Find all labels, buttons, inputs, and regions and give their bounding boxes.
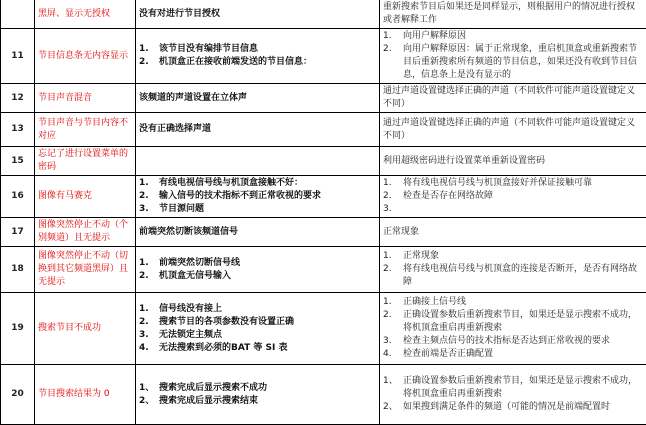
item-number: 1. [139,177,159,190]
item-text: 没有对进行节目授权 [139,8,376,21]
item-text: 无法搜索到必须的BAT 等 SI 表 [159,342,376,355]
item-text: 通过声道设置键选择正确的声道（不同软件可能声道设置键定义不同） [383,85,643,111]
cause-item [139,303,376,316]
solution-item [383,296,643,309]
item-text: 重新搜索节目后如果还是同样显示，则根据用户的情况进行授权或者解释工作 [383,1,643,27]
cause-item [139,226,376,239]
solution-item [383,190,643,203]
row-number: 11 [1,29,35,84]
cause-item [139,342,376,355]
cause-item [139,270,376,283]
table-row [1,247,646,293]
item-text: 输入信号的技术指标不到正常收视的要求 [159,190,376,203]
item-number: 1、 [139,382,159,395]
fault-cell: 节目声音混音 [35,84,136,113]
item-number: 2. [139,270,159,283]
solution-item [383,43,643,82]
item-text: 正确设置参数后重新搜索节目，如果还是显示搜索不成功，将机顶盒重启再重新搜索 [403,309,643,335]
item-number: 3. [383,335,403,348]
item-number: 1. [383,250,403,263]
table-row [1,84,646,113]
row-number: 19 [1,293,35,365]
item-number: 2. [383,190,403,203]
item-number: 2. [139,316,159,329]
item-number: 3. [383,203,403,216]
solution-cell [380,293,646,365]
item-text: 该节目没有编排节目信息 [159,43,376,56]
item-number: 2. [383,43,403,56]
item-text: 搜索完成后显示搜索不成功 [159,382,376,395]
solution-item [383,250,643,263]
item-text: 信号线没有接上 [159,303,376,316]
cause-item [139,395,376,408]
item-text: 向用户解释原因：属于正常现象，重启机顶盒或重新搜索节目后重新搜索所有频道的节目信息，如果还没有收到节目信息，信息条上是没有显示的 [403,43,643,82]
item-text: 正确设置参数后重新搜索节目，如果还是显示搜索不成功，将机顶盒重启再重新搜索 [403,375,643,401]
item-text: 如果搜到满足条件的频道（可能的情况是前端配置时 [403,401,643,414]
solution-cell [380,113,646,147]
fault-cell: 图像有马赛克 [35,176,136,218]
item-text: 检查主频点信号的技术指标是否达到正常收视的要求 [403,335,643,348]
cause-item [139,56,376,69]
item-text: 正常现象 [403,250,643,263]
row-number: 20 [1,365,35,425]
solution-item [383,177,643,190]
item-text: 通过声道设置键选择正确的声道（不同软件可能声道设置键定义不同） [383,117,643,143]
item-number: 2. [139,56,159,69]
solution-item [383,30,643,43]
item-number: 1. [383,30,403,43]
item-number: 2. [383,263,403,276]
item-number: 1. [139,43,159,56]
item-text: 正确接上信号线 [403,296,643,309]
cause-cell [136,84,380,113]
item-number: 4. [139,342,159,355]
table-body [1,0,646,425]
cause-cell [136,218,380,247]
item-number: 1. [383,177,403,190]
solution-item [383,335,643,348]
cause-item [139,190,376,203]
item-text: 将有线电视信号线与机顶盒接好并保证接触可靠 [403,177,643,190]
solution-item [383,401,643,414]
item-text: 前端突然切断该频道信号 [139,226,376,239]
fault-cell: 节目搜索结果为 0 [35,365,136,425]
solution-cell [380,176,646,218]
cause-cell [136,147,380,176]
solution-cell [380,84,646,113]
item-number: 3. [139,203,159,216]
table-row [1,0,646,29]
solution-item [383,263,643,289]
solution-item [383,85,643,111]
item-text: 正常现象 [383,226,643,239]
row-number: 13 [1,113,35,147]
row-number: 17 [1,218,35,247]
cause-cell [136,365,380,425]
item-number: 2. [383,309,403,322]
cause-item [139,203,376,216]
item-number: 2、 [383,401,403,414]
table-row [1,29,646,84]
item-number: 2. [139,190,159,203]
item-text: 搜索节目的各项参数没有设置正确 [159,316,376,329]
cause-item [139,177,376,190]
table-row [1,218,646,247]
cause-item [139,8,376,21]
item-number: 1. [139,257,159,270]
cause-cell [136,0,380,29]
row-number: 15 [1,147,35,176]
item-text: 无法锁定主频点 [159,329,376,342]
item-number: 1. [139,303,159,316]
item-text: 将有线电视信号线与机顶盒的连接是否断开，是否有网络故障 [403,263,643,289]
item-number: 1、 [383,375,403,388]
cause-item [139,123,376,136]
item-text: 向用户解释原因 [403,30,643,43]
solution-item [383,155,643,168]
item-number: 4. [383,348,403,361]
row-number [1,0,35,29]
item-number: 2、 [139,395,159,408]
solution-item [383,226,643,239]
cause-cell [136,29,380,84]
solution-cell [380,29,646,84]
solution-item [383,203,643,216]
fault-cell: 忘记了进行设置菜单的密码 [35,147,136,176]
solution-item [383,117,643,143]
cause-cell [136,293,380,365]
solution-item [383,309,643,335]
cause-cell [136,247,380,293]
item-text: 机顶盒正在接收前端发送的节目信息： [159,56,376,69]
cause-item [139,329,376,342]
row-number: 16 [1,176,35,218]
item-text: 搜索完成后显示搜索结束 [159,395,376,408]
item-text: 有线电视信号线与机顶盒接触不好： [159,177,376,190]
row-number: 12 [1,84,35,113]
item-number: 1. [383,296,403,309]
item-text: 利用超级密码进行设置菜单重新设置密码 [383,155,643,168]
cause-item [139,316,376,329]
cause-item [139,382,376,395]
item-text: 前端突然切断信号线 [159,257,376,270]
item-text: 节目源问题 [159,203,376,216]
cause-cell [136,176,380,218]
solution-item [383,375,643,401]
item-number: 3. [139,329,159,342]
solution-cell [380,247,646,293]
table-row [1,113,646,147]
cause-item [139,43,376,56]
item-text: 该频道的声道设置在立体声 [139,92,376,105]
fault-cell: 图像突然停止不动（切换到其它频道黑屏）且无提示 [35,247,136,293]
item-text: 检查是否存在网络故障 [403,190,643,203]
cause-item [139,257,376,270]
cause-cell [136,113,380,147]
item-text: 检查前端是否正确配置 [403,348,643,361]
table-row [1,176,646,218]
solution-cell [380,0,646,29]
table-row [1,293,646,365]
fault-cell: 节目声音与节目内容不对应 [35,113,136,147]
solution-cell [380,147,646,176]
table-row [1,365,646,425]
item-text: 机顶盒无信号输入 [159,270,376,283]
fault-cell: 黑屏、显示无授权 [35,0,136,29]
row-number: 18 [1,247,35,293]
solution-cell [380,365,646,425]
solution-item [383,348,643,361]
fault-cell: 图像突然停止不动（个别频道）且无提示 [35,218,136,247]
cause-item [139,92,376,105]
solution-cell [380,218,646,247]
table-row [1,147,646,176]
solution-item [383,1,643,27]
item-text: 没有正确选择声道 [139,123,376,136]
fault-cell: 节目信息条无内容显示 [35,29,136,84]
fault-cell: 搜索节目不成功 [35,293,136,365]
